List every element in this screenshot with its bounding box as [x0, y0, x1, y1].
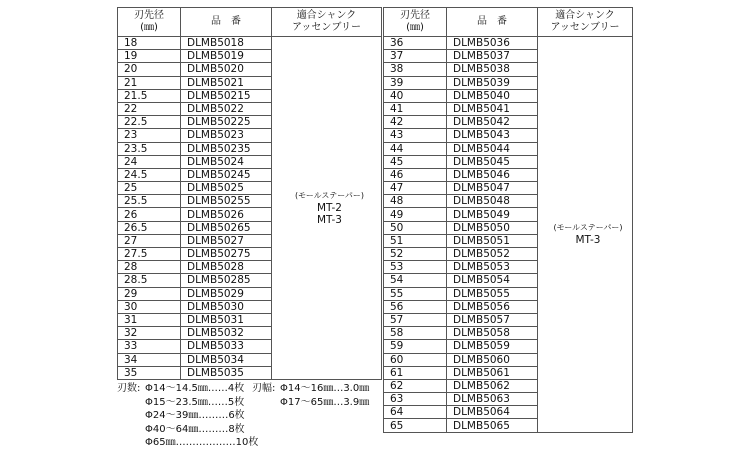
product-number-cell: DLMB50235	[181, 142, 272, 155]
header-product-number: 品 番	[181, 8, 272, 37]
product-number-cell: DLMB5063	[447, 393, 538, 406]
product-number-cell: DLMB5062	[447, 379, 538, 392]
diameter-cell: 47	[384, 182, 447, 195]
header-shank	[272, 8, 382, 37]
product-number-cell: DLMB5049	[447, 208, 538, 221]
blade-count-line	[117, 382, 258, 396]
diameter-cell: 49	[384, 208, 447, 221]
diameter-cell: 51	[384, 234, 447, 247]
diameter-cell: 60	[384, 353, 447, 366]
product-number-cell: DLMB50285	[181, 274, 272, 287]
diameter-cell: 56	[384, 300, 447, 313]
product-number-cell: DLMB5021	[181, 76, 272, 89]
diameter-cell: 33	[118, 340, 181, 353]
product-number-cell: DLMB5058	[447, 327, 538, 340]
product-number-cell: DLMB5047	[447, 182, 538, 195]
header-shank	[538, 8, 633, 37]
blade-count-label: 刃数:	[117, 383, 141, 394]
diameter-cell: 23	[118, 129, 181, 142]
product-number-cell: DLMB5042	[447, 116, 538, 129]
product-number-cell: DLMB5033	[181, 340, 272, 353]
diameter-cell: 44	[384, 142, 447, 155]
product-number-cell: DLMB5053	[447, 261, 538, 274]
product-number-cell: DLMB5025	[181, 182, 272, 195]
diameter-cell: 34	[118, 353, 181, 366]
header-product-number: 品 番	[447, 8, 538, 37]
diameter-cell: 26.5	[118, 221, 181, 234]
diameter-cell: 27	[118, 234, 181, 247]
diameter-cell: 38	[384, 63, 447, 76]
blade-count-item: Φ15〜23.5㎜……5枚	[145, 396, 245, 408]
shank-cell	[538, 37, 633, 433]
blade-width-label: 刃幅:	[252, 383, 276, 394]
product-number-cell: DLMB5022	[181, 102, 272, 115]
diameter-cell: 48	[384, 195, 447, 208]
diameter-cell: 50	[384, 221, 447, 234]
header-diameter-unit: (㎜)	[140, 22, 158, 33]
product-number-cell: DLMB5038	[447, 63, 538, 76]
product-number-cell: DLMB5052	[447, 248, 538, 261]
diameter-cell: 57	[384, 313, 447, 326]
diameter-cell: 61	[384, 366, 447, 379]
diameter-cell: 39	[384, 76, 447, 89]
blade-count-item: Φ40〜64㎜………8枚	[145, 423, 245, 435]
header-diameter-unit: (㎜)	[406, 22, 424, 33]
product-number-cell: DLMB5041	[447, 102, 538, 115]
product-number-cell: DLMB5036	[447, 37, 538, 50]
diameter-cell: 29	[118, 287, 181, 300]
product-number-cell: DLMB5051	[447, 234, 538, 247]
product-number-cell: DLMB5023	[181, 129, 272, 142]
product-number-cell: DLMB50215	[181, 89, 272, 102]
blade-count-line	[117, 436, 258, 450]
product-number-cell: DLMB5018	[181, 37, 272, 50]
product-number-cell: DLMB50255	[181, 195, 272, 208]
product-number-cell: DLMB5054	[447, 274, 538, 287]
diameter-cell: 25.5	[118, 195, 181, 208]
diameter-cell: 22.5	[118, 116, 181, 129]
header-shank-line1: 適合シャンク	[555, 10, 615, 21]
product-number-cell: DLMB5032	[181, 327, 272, 340]
blade-count-notes	[117, 382, 258, 450]
diameter-cell: 24	[118, 155, 181, 168]
header-shank-line1: 適合シャンク	[296, 10, 357, 21]
header-diameter-label: 刃先径	[400, 10, 430, 21]
product-number-cell: DLMB5059	[447, 340, 538, 353]
product-number-cell: DLMB5034	[181, 353, 272, 366]
product-table-right	[383, 7, 633, 433]
diameter-cell: 21.5	[118, 89, 181, 102]
header-diameter	[118, 8, 181, 37]
diameter-cell: 35	[118, 366, 181, 379]
product-number-cell: DLMB5065	[447, 419, 538, 432]
diameter-cell: 30	[118, 300, 181, 313]
diameter-cell: 28.5	[118, 274, 181, 287]
blade-width-line	[252, 396, 369, 410]
product-number-cell: DLMB5044	[447, 142, 538, 155]
product-number-cell: DLMB5046	[447, 168, 538, 181]
blade-count-line	[117, 396, 258, 410]
product-number-cell: DLMB5048	[447, 195, 538, 208]
product-number-cell: DLMB5055	[447, 287, 538, 300]
product-number-cell: DLMB5026	[181, 208, 272, 221]
product-number-cell: DLMB5029	[181, 287, 272, 300]
product-number-cell: DLMB5019	[181, 50, 272, 63]
table-header-row	[384, 8, 633, 37]
product-number-cell: DLMB5030	[181, 300, 272, 313]
blade-width-item: Φ14〜16㎜…3.0㎜	[280, 383, 370, 394]
diameter-cell: 23.5	[118, 142, 181, 155]
diameter-cell: 46	[384, 168, 447, 181]
diameter-cell: 52	[384, 248, 447, 261]
shank-value: MT-3	[317, 213, 342, 226]
diameter-cell: 26	[118, 208, 181, 221]
blade-count-item: Φ65㎜………………10枚	[145, 437, 259, 449]
product-number-cell: DLMB5050	[447, 221, 538, 234]
diameter-cell: 25	[118, 182, 181, 195]
diameter-cell: 28	[118, 261, 181, 274]
product-number-cell: DLMB5060	[447, 353, 538, 366]
diameter-cell: 65	[384, 419, 447, 432]
product-number-cell: DLMB50265	[181, 221, 272, 234]
diameter-cell: 18	[118, 37, 181, 50]
blade-count-item: Φ24〜39㎜………6枚	[145, 410, 245, 422]
product-number-cell: DLMB5040	[447, 89, 538, 102]
diameter-cell: 55	[384, 287, 447, 300]
product-number-cell: DLMB5027	[181, 234, 272, 247]
diameter-cell: 32	[118, 327, 181, 340]
product-number-cell: DLMB5037	[447, 50, 538, 63]
blade-width-notes	[252, 382, 369, 409]
diameter-cell: 40	[384, 89, 447, 102]
diameter-cell: 22	[118, 102, 181, 115]
product-number-cell: DLMB50275	[181, 248, 272, 261]
diameter-cell: 24.5	[118, 168, 181, 181]
blade-width-line	[252, 382, 369, 396]
diameter-cell: 42	[384, 116, 447, 129]
diameter-cell: 21	[118, 76, 181, 89]
diameter-cell: 45	[384, 155, 447, 168]
blade-count-line	[117, 423, 258, 437]
product-number-cell: DLMB5024	[181, 155, 272, 168]
diameter-cell: 20	[118, 63, 181, 76]
header-shank-line2: アッセンブリー	[292, 22, 361, 33]
shank-cell	[272, 37, 382, 380]
diameter-cell: 36	[384, 37, 447, 50]
shank-value: MT-3	[575, 234, 601, 247]
diameter-cell: 59	[384, 340, 447, 353]
product-number-cell: DLMB5028	[181, 261, 272, 274]
product-number-cell: DLMB5039	[447, 76, 538, 89]
product-number-cell: DLMB5035	[181, 366, 272, 379]
table-header-row	[118, 8, 382, 37]
shank-value: MT-2	[317, 201, 342, 214]
diameter-cell: 37	[384, 50, 447, 63]
shank-taper-label: (モールステーパー)	[553, 223, 623, 233]
diameter-cell: 54	[384, 274, 447, 287]
diameter-cell: 62	[384, 379, 447, 392]
product-number-cell: DLMB5043	[447, 129, 538, 142]
diameter-cell: 19	[118, 50, 181, 63]
table-row	[118, 37, 382, 50]
diameter-cell: 53	[384, 261, 447, 274]
diameter-cell: 63	[384, 393, 447, 406]
diameter-cell: 58	[384, 327, 447, 340]
product-number-cell: DLMB50245	[181, 168, 272, 181]
product-number-cell: DLMB50225	[181, 116, 272, 129]
header-diameter-label: 刃先径	[134, 10, 164, 21]
diameter-cell: 41	[384, 102, 447, 115]
product-number-cell: DLMB5057	[447, 313, 538, 326]
product-number-cell: DLMB5064	[447, 406, 538, 419]
shank-taper-label: (モールステーパー)	[295, 190, 364, 200]
diameter-cell: 27.5	[118, 248, 181, 261]
product-number-cell: DLMB5061	[447, 366, 538, 379]
header-shank-line2: アッセンブリー	[550, 22, 620, 33]
blade-count-item: Φ14〜14.5㎜……4枚	[145, 383, 245, 394]
header-diameter	[384, 8, 447, 37]
diameter-cell: 43	[384, 129, 447, 142]
blade-count-line	[117, 409, 258, 423]
product-number-cell: DLMB5020	[181, 63, 272, 76]
product-number-cell: DLMB5031	[181, 313, 272, 326]
product-number-cell: DLMB5056	[447, 300, 538, 313]
blade-width-item: Φ17〜65㎜…3.9㎜	[280, 396, 370, 408]
diameter-cell: 64	[384, 406, 447, 419]
product-number-cell: DLMB5045	[447, 155, 538, 168]
product-table-left	[117, 7, 382, 380]
table-row	[384, 37, 633, 50]
diameter-cell: 31	[118, 313, 181, 326]
